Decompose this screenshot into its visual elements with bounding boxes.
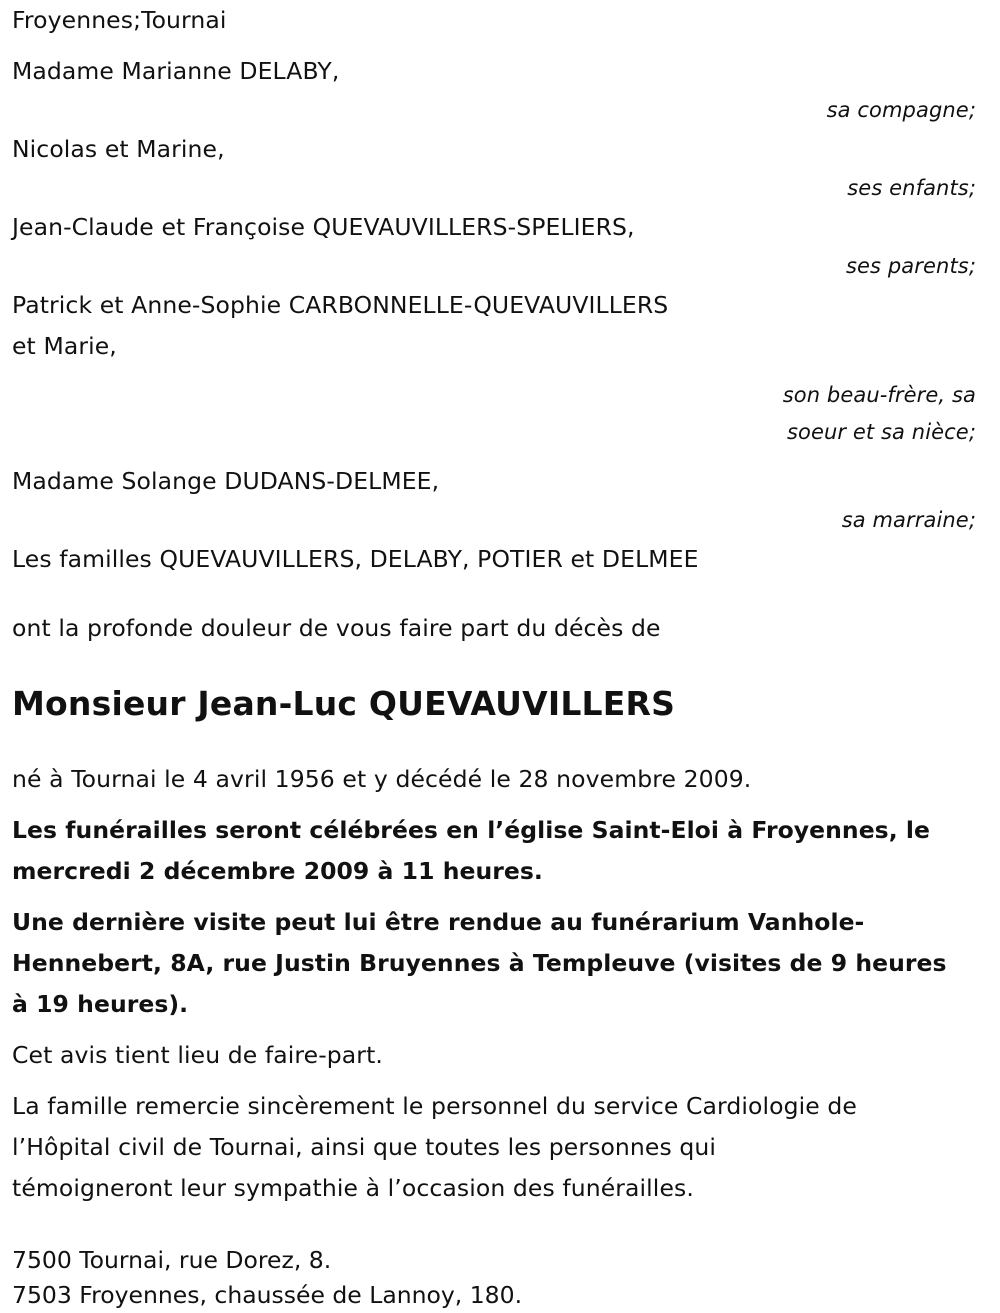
deceased-name-text: Monsieur Jean-Luc QUEVAUVILLERS (12, 684, 676, 723)
announcer-name-line: Jean-Claude et Françoise QUEVAUVILLERS-SPELIERS, (12, 213, 635, 241)
spacer (0, 41, 1000, 51)
announcer-name-line: Madame Solange DUDANS-DELMEE, (12, 467, 440, 495)
funeral-line-2: mercredi 2 décembre 2009 à 11 heures. (12, 857, 543, 885)
funeral-line-1: Les funérailles seront célébrées en l’église Saint-Eloi à Froyennes, le (12, 816, 931, 844)
announcer-relation (0, 377, 1000, 451)
relation-label-2: soeur et sa nièce; (786, 420, 976, 444)
announcement-lead (0, 608, 1000, 649)
families-line (0, 539, 1000, 580)
announcer-name-line-2: et Marie, (12, 332, 117, 360)
announcer-relation (0, 92, 1000, 129)
announcer-block-parents (0, 207, 1000, 285)
announcer-relation (0, 170, 1000, 207)
announcer-names (0, 51, 1000, 92)
thanks-line-1: La famille remercie sincèrement le personnel du service Cardiologie de (12, 1092, 857, 1120)
announcer-name-line: Patrick et Anne-Sophie CARBONNELLE-QUEVAUVILLERS (12, 291, 669, 319)
relation-label: ses parents; (846, 254, 976, 278)
visitation-line-2: Hennebert, 8A, rue Justin Bruyennes à Templeuve (visites de 9 heures (12, 949, 947, 977)
visitation-details (0, 902, 1000, 1025)
spacer (0, 580, 1000, 608)
relation-label: son beau-frère, sa (782, 383, 976, 407)
thanks-line-2: l’Hôpital civil de Tournai, ainsi que toutes les personnes qui (12, 1133, 717, 1161)
funeral-details (0, 810, 1000, 892)
spacer (0, 649, 1000, 683)
locality-line (0, 0, 1000, 41)
spacer (0, 725, 1000, 759)
announcer-block-compagne (0, 51, 1000, 129)
spacer (0, 1076, 1000, 1086)
lead-text: ont la profonde douleur de vous faire part du décès de (12, 614, 661, 642)
announcer-name-line: Nicolas et Marine, (12, 135, 225, 163)
thanks-paragraph (0, 1086, 1000, 1209)
thanks-line-3: témoigneront leur sympathie à l’occasion des funérailles. (12, 1174, 694, 1202)
birth-death-text: né à Tournai le 4 avril 1956 et y décédé le 28 novembre 2009. (12, 765, 752, 793)
address-block (0, 1243, 1000, 1313)
birth-death-line (0, 759, 1000, 800)
announcer-block-belle-famille (0, 285, 1000, 451)
announcer-relation (0, 502, 1000, 539)
announcer-names (0, 285, 1000, 367)
spacer (0, 451, 1000, 461)
faire-part-text: Cet avis tient lieu de faire-part. (12, 1041, 383, 1069)
announcer-name-line: Madame Marianne DELABY, (12, 57, 340, 85)
relation-label: sa marraine; (841, 508, 976, 532)
address-line-1: 7500 Tournai, rue Dorez, 8. (12, 1246, 332, 1274)
spacer (0, 367, 1000, 377)
locality-text: Froyennes;Tournai (12, 6, 227, 34)
faire-part-notice (0, 1035, 1000, 1076)
spacer (0, 800, 1000, 810)
spacer (0, 1025, 1000, 1035)
families-text: Les familles QUEVAUVILLERS, DELABY, POTIER et DELMEE (12, 545, 699, 573)
announcer-names (0, 129, 1000, 170)
announcer-block-marraine (0, 461, 1000, 539)
announcer-names (0, 207, 1000, 248)
announcer-names (0, 461, 1000, 502)
spacer (0, 1209, 1000, 1243)
relation-label: sa compagne; (826, 98, 976, 122)
visitation-line-1: Une dernière visite peut lui être rendue au funérarium Vanhole- (12, 908, 865, 936)
spacer (0, 892, 1000, 902)
visitation-line-3: à 19 heures). (12, 990, 189, 1018)
address-line-2: 7503 Froyennes, chaussée de Lannoy, 180. (12, 1281, 523, 1309)
deceased-name-heading (0, 683, 1000, 725)
relation-label: ses enfants; (847, 176, 976, 200)
announcer-relation (0, 248, 1000, 285)
announcer-block-enfants (0, 129, 1000, 207)
